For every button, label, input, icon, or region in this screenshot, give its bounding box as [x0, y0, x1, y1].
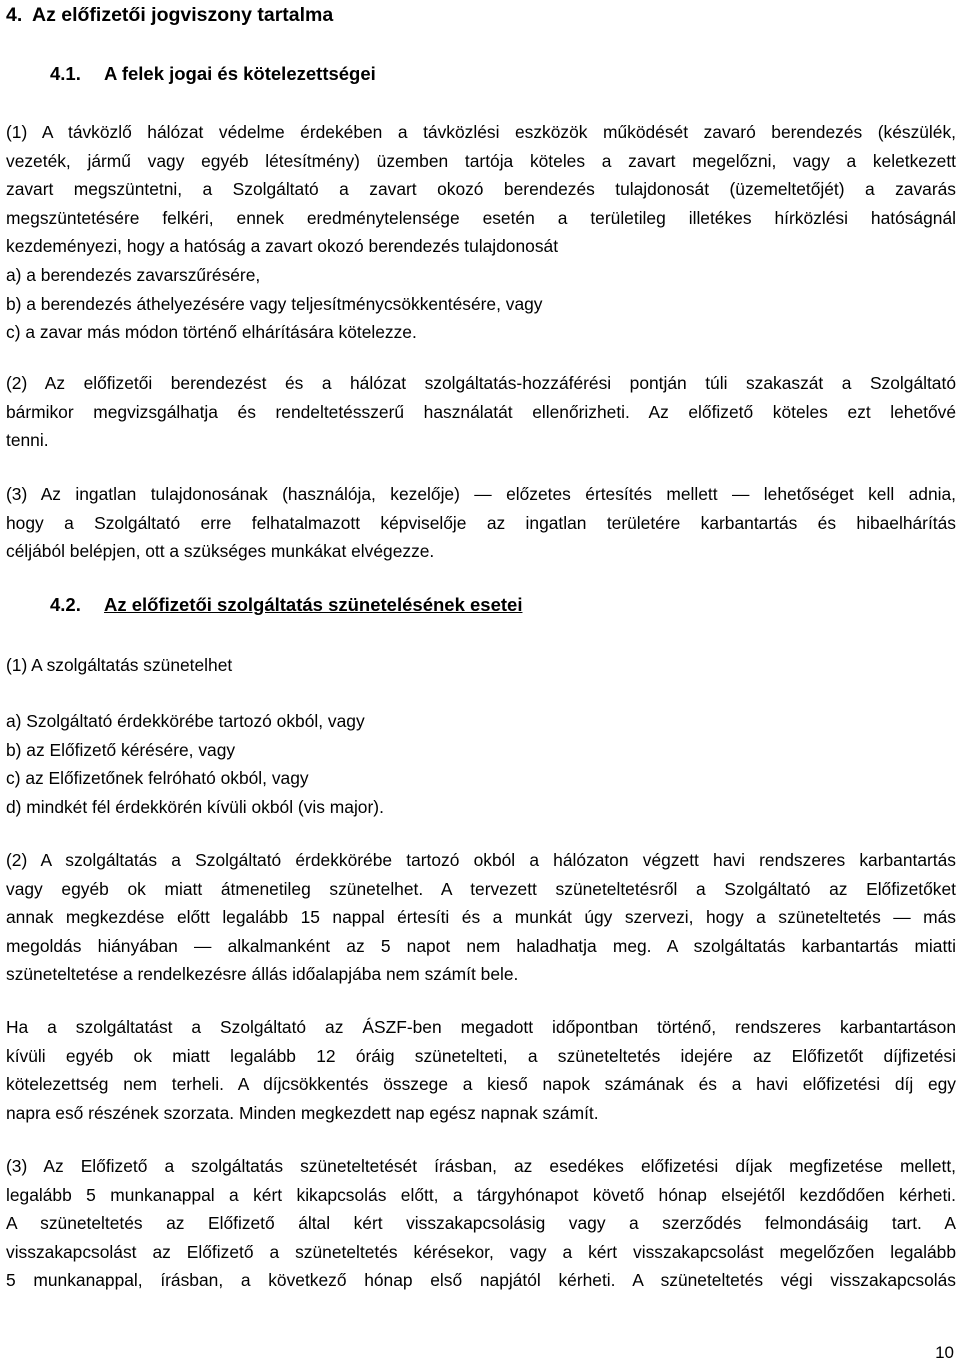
section-number: 4.2. [50, 594, 81, 615]
text-line: 5 munkanappal, írásban, a következő hónap első napjától kérheti. A szüneteltetés végi visszakapcsolás [6, 1270, 956, 1291]
text-line: kívüli egyéb ok miatt legalább 12 óráig szünetelteti, a szüneteltetés idejére az Előfizetőt díjfizetési [6, 1045, 956, 1066]
text-line: napra eső részének szorzata. Minden megkezdett nap egész napnak számít. [6, 1102, 599, 1123]
text-line: (1) A szolgáltatás szünetelhet [6, 655, 233, 675]
text-line: szüneteltetése a rendelkezésre állás időalapjába nem számít bele. [6, 964, 519, 985]
paragraph-4-2-2 [6, 846, 956, 989]
paragraph-4-2-3 [6, 1152, 956, 1295]
section-title: Az előfizetői szolgáltatás szünetelésének esetei [104, 594, 523, 615]
paragraph-4-2-2b [6, 1013, 956, 1127]
list-item: d) mindkét fél érdekkörén kívüli okból (vis major). [6, 796, 384, 817]
text-line: (2) Az előfizetői berendezést és a hálózat szolgáltatás-hozzáférési pontján túli szakaszát a Szolgáltató [6, 373, 956, 393]
list-item: a) a berendezés zavarszűrésére, [6, 264, 261, 285]
section-title: A felek jogai és kötelezettségei [104, 63, 376, 84]
text-line: legalább 5 munkanappal a kért kikapcsolás előtt, a tárgyhónapot követő hónap elsejétől kezdődően kérheti. [6, 1184, 956, 1205]
section-heading-4-1 [50, 62, 376, 86]
list-item: a) Szolgáltató érdekkörébe tartozó okból, vagy [6, 711, 365, 731]
text-line: kezdeményezi, hogy a hatóság a zavart okozó berendezés tulajdonosát [6, 236, 559, 257]
paragraph-4-2-1-intro [6, 651, 956, 680]
text-line: (3) Az ingatlan tulajdonosának (használója, kezelője) — előzetes értesítés mellett — lehetőséget kell adnia, [6, 484, 956, 504]
text-line: Ha a szolgáltatást a Szolgáltató az ÁSZF-ben megadott időpontban történő, rendszeres karbantartáson [6, 1017, 956, 1037]
text-line: tenni. [6, 430, 49, 451]
section-heading-4-2 [50, 593, 522, 617]
text-line: bármikor megvizsgálhatja és rendeltetésszerű használatát ellenőrizheti. Az előfizető köteles ezt lehetővé [6, 401, 956, 422]
text-line: megoldás hiányában — alkalmanként az 5 napot nem haladhatja meg. A szolgáltatás karbantartás miatti [6, 935, 956, 956]
paragraph-4-1-1 [6, 118, 956, 347]
text-line: (3) Az Előfizető a szolgáltatás szüneteltetését írásban, az esedékes előfizetési díjak megfizetése mellett, [6, 1156, 956, 1176]
text-line: (1) A távközlő hálózat védelme érdekében a távközlési eszközök működését zavaró berendezés (készülék, [6, 122, 956, 142]
list-item: c) az Előfizetőnek felróható okból, vagy [6, 768, 309, 789]
list-item: c) a zavar más módon történő elhárítására kötelezze. [6, 322, 417, 343]
text-line: megszüntetésére felkéri, ennek eredménytelensége esetén a területileg illetékes hírközlési hatóságnál [6, 207, 956, 228]
text-line: annak megkezdése előtt legalább 15 nappal értesíti és a munkát úgy szervezi, hogy a szüneteltetés — más [6, 907, 956, 928]
chapter-heading [6, 3, 333, 27]
text-line: A szüneteltetés az Előfizető által kért visszakapcsolásig vagy a szerződés felmondásáig tart. A [6, 1213, 956, 1234]
text-line: céljából belépjen, ott a szükséges munkákat elvégezze. [6, 541, 435, 562]
text-line: (2) A szolgáltatás a Szolgáltató érdekkörébe tartozó okból a hálózaton végzett havi rendszeres karbantartás [6, 850, 956, 870]
text-line: vagy egyéb ok miatt átmenetileg szünetelhet. A tervezett szüneteltetésről a Szolgáltató az Előfizetőket [6, 878, 956, 899]
list-item: b) az Előfizető kérésére, vagy [6, 739, 236, 760]
chapter-title: Az előfizetői jogviszony tartalma [32, 4, 334, 26]
paragraph-4-1-2 [6, 369, 956, 455]
text-line: vezeték, jármű vagy egyéb létesítmény) üzemben tartója köteles a zavart megelőzni, vagy a keletkezett [6, 150, 956, 171]
paragraph-4-2-1-list [6, 707, 956, 821]
section-number: 4.1. [50, 63, 81, 84]
page-number: 10 [935, 1343, 954, 1362]
text-line: kötelezettség nem terheli. A díjcsökkentés összege a kieső napok számának és a havi előfizetési díj egy [6, 1074, 956, 1095]
text-line: visszakapcsolást az Előfizető a szüneteltetés kérésekor, vagy a kért visszakapcsolást megelőzően legalább [6, 1241, 956, 1262]
list-item: b) a berendezés áthelyezésére vagy teljesítménycsökkentésére, vagy [6, 293, 543, 314]
text-line: hogy a Szolgáltató erre felhatalmazott képviselője az ingatlan területére karbantartás és hibaelhárítás [6, 512, 956, 533]
chapter-number: 4. [6, 4, 23, 26]
paragraph-4-1-3 [6, 480, 956, 566]
text-line: zavart megszüntetni, a Szolgáltató a zavart okozó berendezés tulajdonosát (üzemeltetőjét) a zavarás [6, 179, 956, 200]
